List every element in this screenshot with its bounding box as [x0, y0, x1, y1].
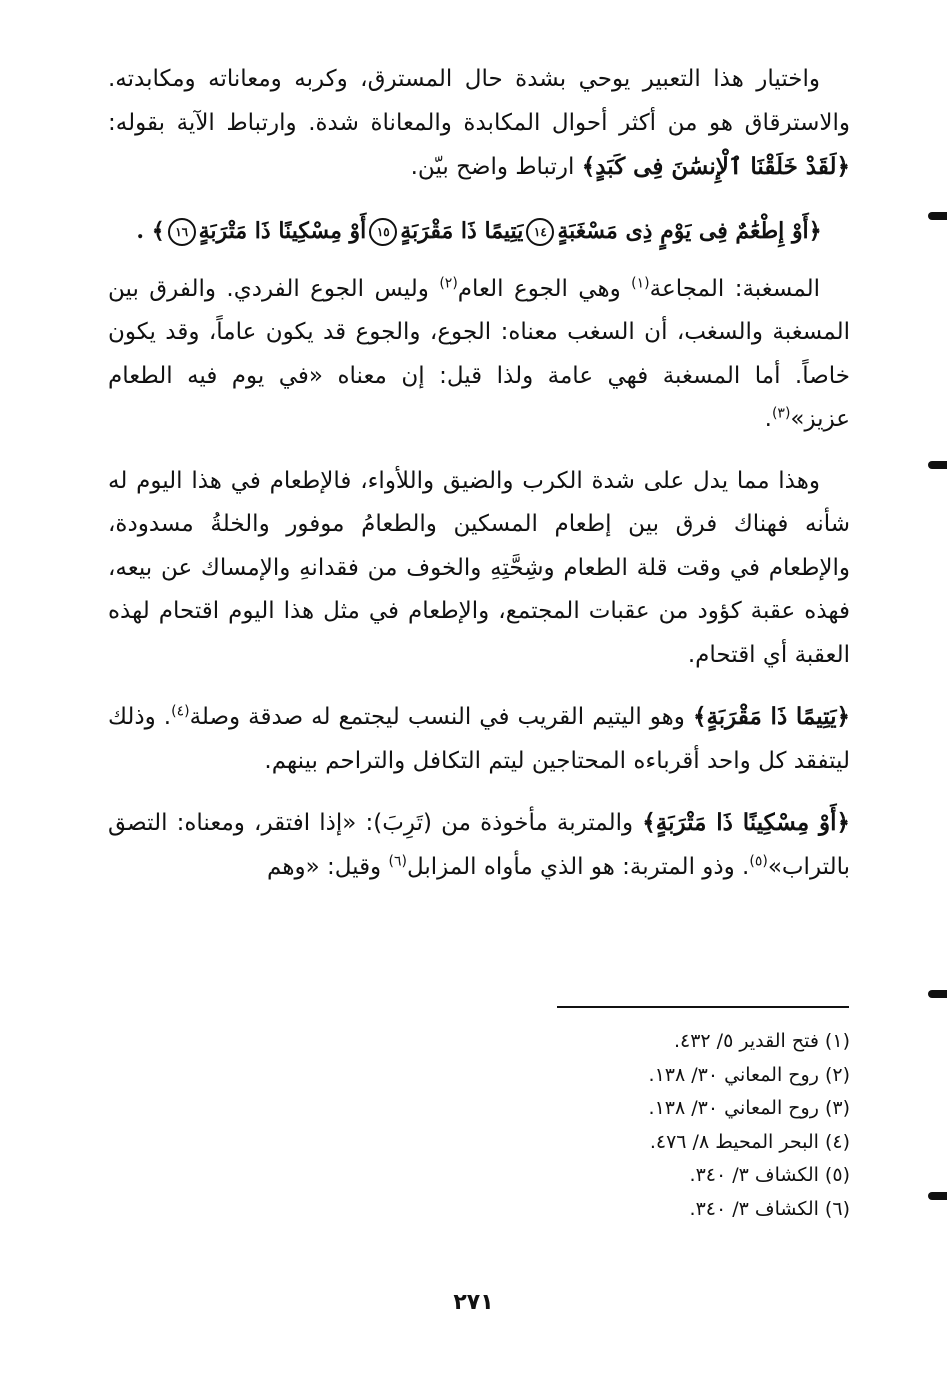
paragraph-1 [108, 58, 850, 190]
ayah-number-15: ١٥ [369, 218, 397, 246]
edge-mark [928, 1192, 947, 1200]
paragraph-3-text: وهذا مما يدل على شدة الكرب والضيق واللأواء، فالإطعام في هذا اليوم له شأنه فهناك فرق بين إطعام المسكين والطعامُ موفور والخلةُ مسدودة، والإطعام في وقت قلة الطعام وشِحَّتِهِ والخوف من فقدانهِ والإمساك عن بيعه، فهذه عقبة كؤود من عقبات المجتمع، والإطعام في مثل هذا اليوم اقتحام لهذه العقبة أي اقتحام. [108, 467, 850, 668]
paragraph-1-text: واختيار هذا التعبير يوحي بشدة حال المسترق، وكربه ومعاناته ومكابدته. والاسترقاق هو من أكثر أحوال المكابدة والمعاناة شدة. وارتباط الآية بقوله: [108, 66, 850, 136]
verse-open-bracket: ﴿ [836, 154, 850, 180]
footnote-item: (٦) الكشاف ٣/ ٣٤٠. [689, 1197, 850, 1220]
paragraph-4 [108, 695, 850, 783]
footnote-ref-6[interactable]: (٦) [388, 852, 407, 869]
paragraph-5-text-a: والمتربة مأخوذة من (تَرِبَ): «إذا افتقر، ومعناه: التصق بالتراب» [108, 810, 850, 880]
ayah-number-14: ١٤ [526, 218, 554, 246]
verse-close-bracket: ﴾ [151, 217, 165, 244]
footnote-divider [557, 1006, 849, 1008]
ayah-number-16: ١٦ [168, 218, 196, 246]
verse-close-bracket: ﴾ [581, 154, 596, 180]
footnote-ref-3[interactable]: (٣) [771, 405, 791, 422]
paragraph-1-end: ارتباط واضح بيّن. [410, 154, 575, 180]
verse-15: يَتِيمًا ذَا مَقْرَبَةٍ [400, 217, 524, 244]
paragraph-3 [108, 460, 850, 678]
footnote-item: (٥) الكشاف ٣/ ٣٤٠. [689, 1164, 850, 1187]
verse-14: أَوْ إِطْعَٰمٌ فِى يَوْمٍ ذِى مَسْغَبَةٍ [557, 217, 809, 244]
footnotes [450, 1025, 850, 1227]
footnote-ref-5[interactable]: (٥) [749, 852, 768, 869]
page-number: ٢٧١ [453, 1290, 494, 1315]
quran-quote: لَقَدْ خَلَقْنَا ٱلْإِنسَٰنَ فِى كَبَدٍ [595, 153, 837, 180]
paragraph-5-text-c: وقيل: «وهم [267, 853, 382, 880]
paragraph-2-text-c: وليس الجوع الفردي. والفرق بين المسغبة والسغب، أن السغب معناه: الجوع، والجوع قد يكون عاماً، وقد يكون خاصاً. أما المسغبة فهي عامة ولذا قيل: إن معناه «في يوم فيه الطعام عزيز» [108, 275, 850, 432]
quran-quote: يَتِيمًا ذَا مَقْرَبَةٍ [706, 703, 837, 730]
footnote-ref-1[interactable]: (١) [631, 274, 650, 291]
verse-open-bracket: ﴿ [836, 810, 851, 836]
edge-mark [928, 212, 947, 220]
paragraph-2-text-b: وهي الجوع العام [457, 275, 621, 302]
edge-mark [928, 461, 947, 469]
verse-open-bracket: ﴿ [836, 704, 850, 730]
paragraph-4-text-b: . وذلك ليتفقد كل واحد أقرباءه المحتاجين ليتم التكافل والتراحم بينهم. [108, 704, 850, 774]
verse-block: ﴿أَوْ إِطْعَٰمٌ فِى يَوْمٍ ذِى مَسْغَبَةٍ١٤يَتِيمًا ذَا مَقْرَبَةٍ١٥أَوْ مِسْكِينًا ذَا مَتْرَبَةٍ١٦﴾ . [136, 217, 822, 244]
footnote-item: (١) فتح القدير ٥/ ٤٣٢. [673, 1030, 850, 1052]
main-text [108, 58, 850, 907]
edge-mark [928, 990, 947, 998]
footnote-item: (٣) روح المعاني ٣٠/ ١٣٨. [648, 1097, 850, 1120]
quran-quote: أَوْ مِسْكِينًا ذَا مَتْرَبَةٍ [655, 809, 837, 836]
footnote-item: (٤) البحر المحيط ٨/ ٤٧٦. [649, 1130, 850, 1153]
paragraph-5-text-b: . وذو المتربة: هو الذي مأواه المزابل [406, 853, 750, 880]
paragraph-2: المسغبة: المجاعة$^{(١)}$ وهي الجوع العام$^{(٢)}$ وليس الجوع الفردي. والفرق بين المسغبة والسغب، أن السغب معناه: الجوع، والجوع قد يكون عاماً، وقد يكون خاصاً. أما المسغبة فهي عامة ولذا قيل: إن معناه «في يوم فيه الطعام عزيز»$^{(٣)}$. [108, 274, 850, 432]
footnote-item: (٢) روح المعاني ٣٠/ ١٣٨. [648, 1063, 850, 1086]
verse-open-bracket: ﴿ [808, 217, 822, 244]
footnote-ref-2[interactable]: (٢) [439, 274, 458, 291]
paragraph-5 [108, 801, 850, 889]
footnote-ref-4[interactable]: (٤) [171, 703, 190, 720]
paragraph-2-text-a: المسغبة: المجاعة [649, 275, 821, 302]
verse-16: أَوْ مِسْكِينًا ذَا مَتْرَبَةٍ [198, 217, 367, 244]
verse-close-bracket: ﴾ [692, 704, 707, 730]
verse-close-bracket: ﴾ [642, 810, 656, 836]
paragraph-4-text-a: وهو اليتيم القريب في النسب ليجتمع له صدقة وصلة [189, 704, 685, 730]
